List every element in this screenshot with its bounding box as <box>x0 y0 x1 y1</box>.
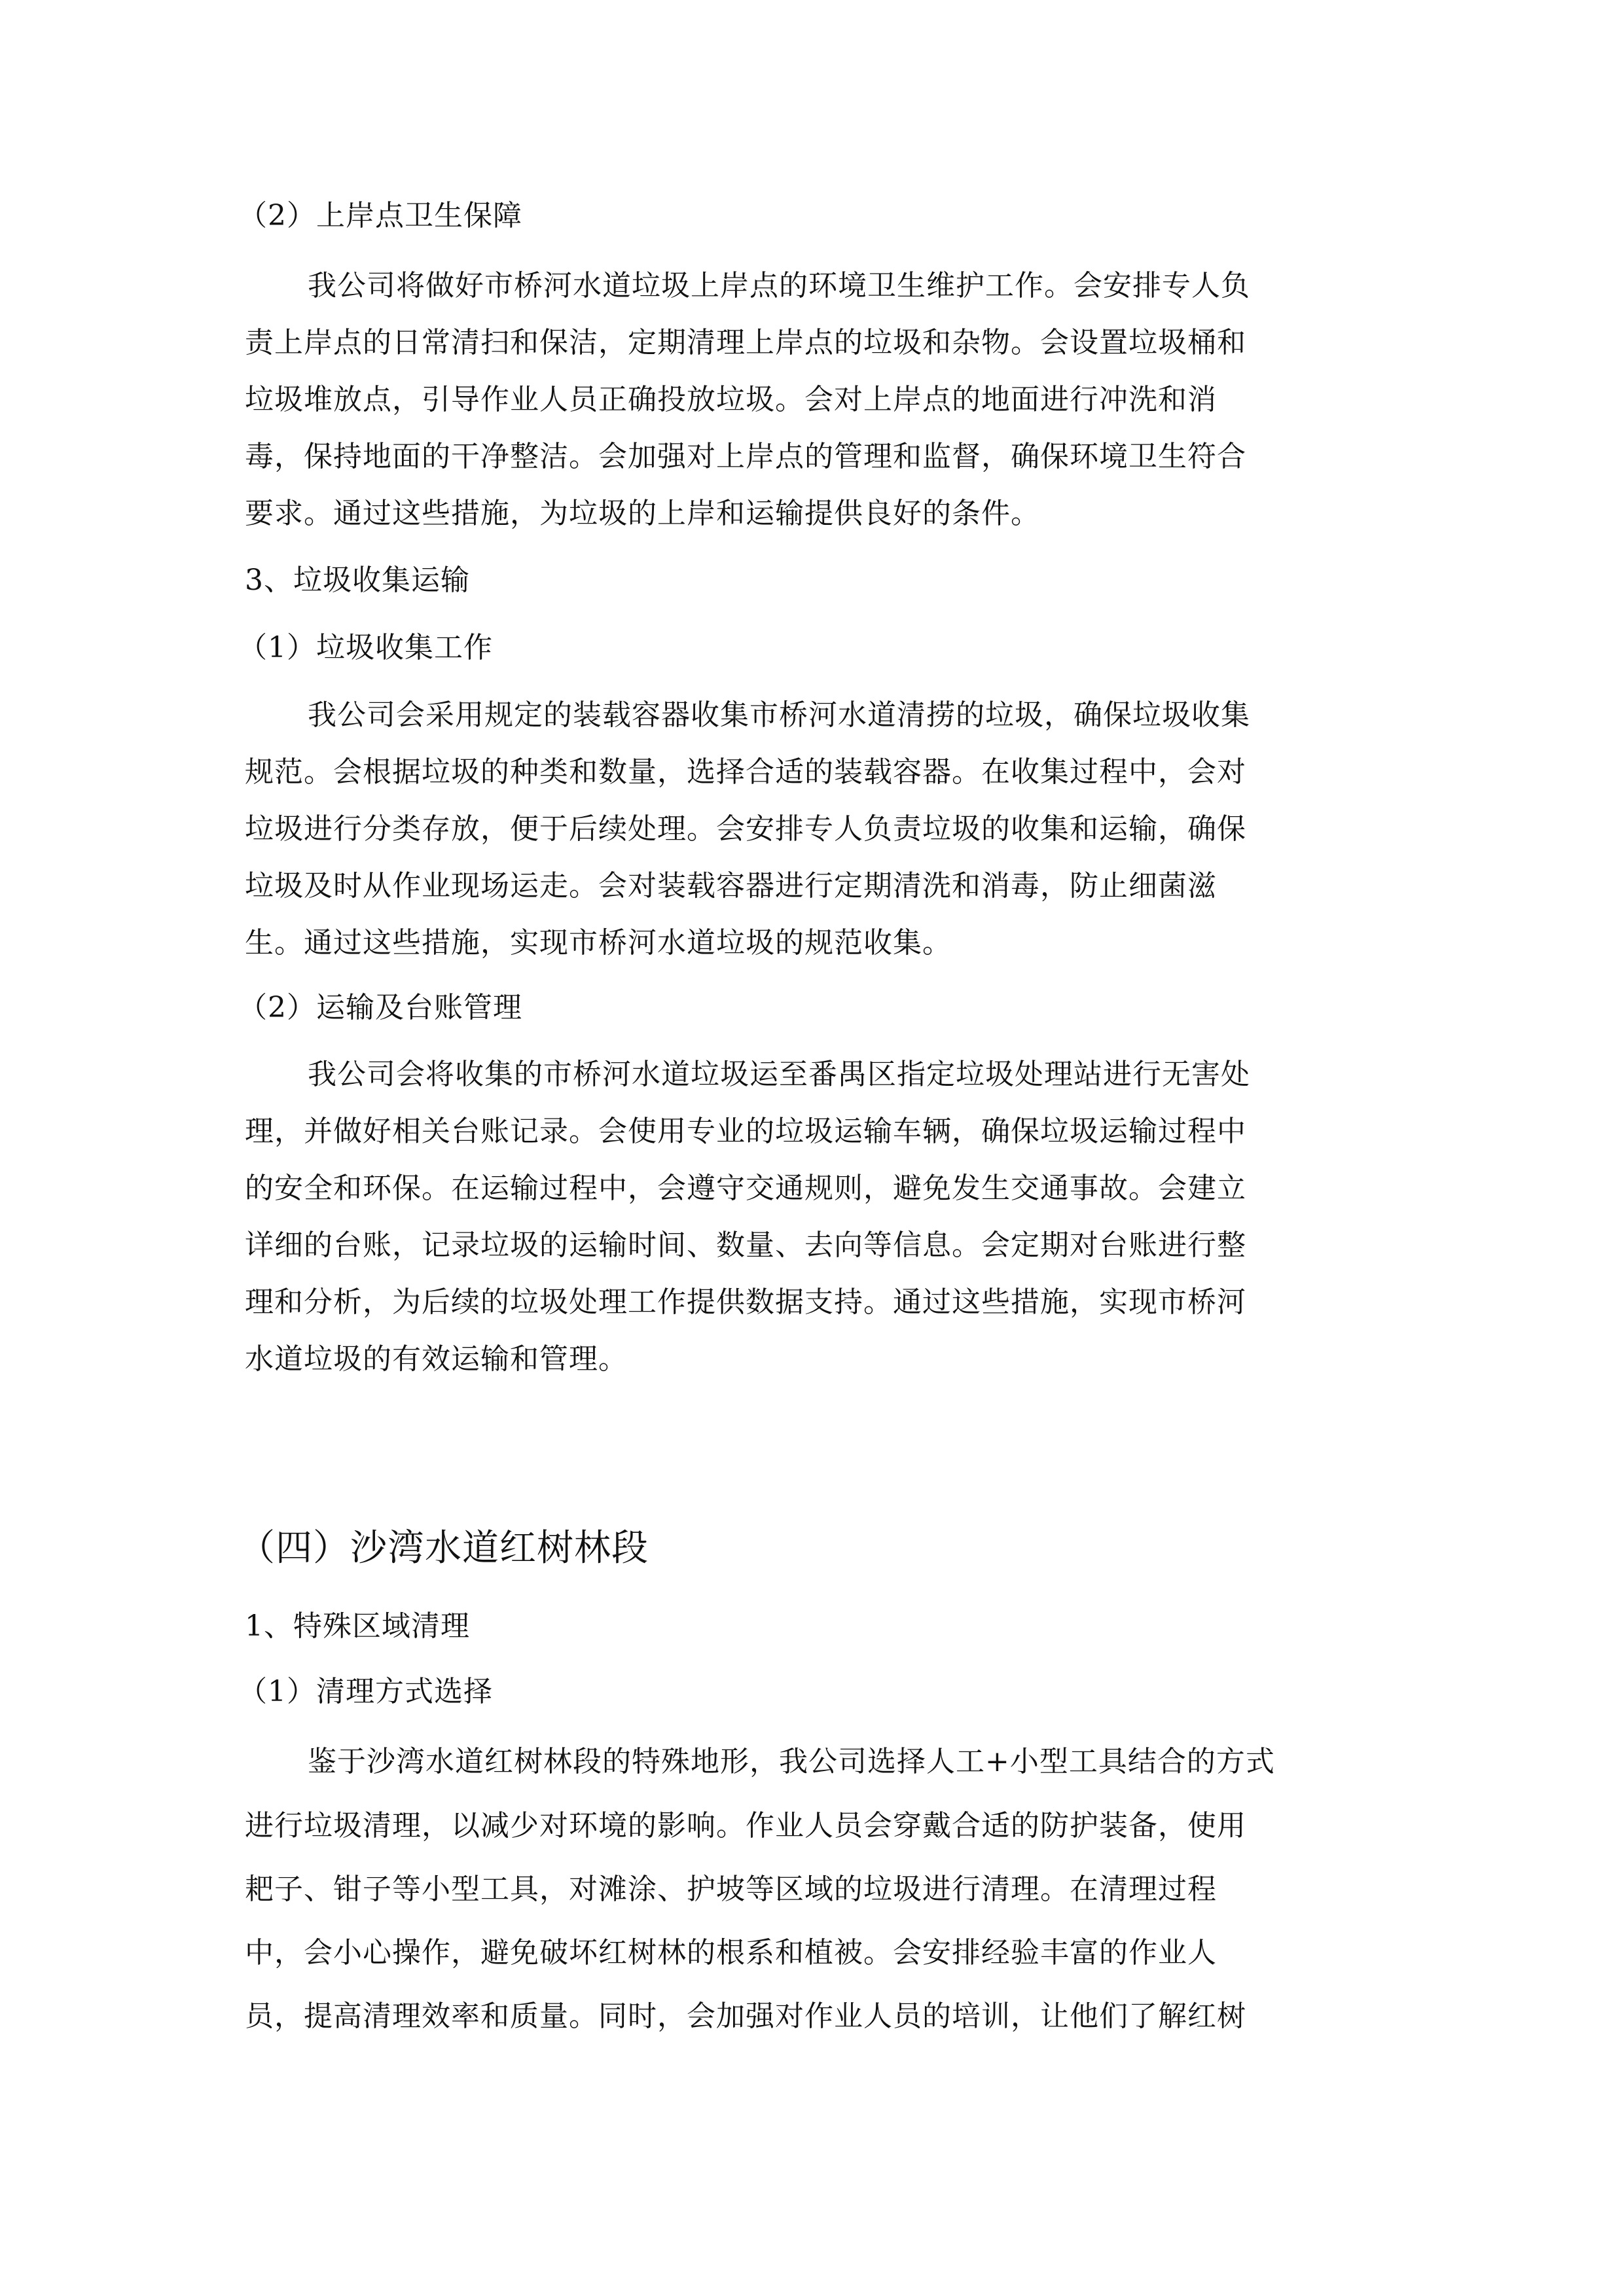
heading-garbage-collection-transport: 3、垃圾收集运输 <box>245 564 470 597</box>
paragraph-line: 的安全和环保。在运输过程中，会遵守交通规则，避免发生交通事故。会建立 <box>245 1172 1246 1205</box>
paragraph-line: 毒，保持地面的干净整洁。会加强对上岸点的管理和监督，确保环境卫生符合 <box>245 440 1246 473</box>
paragraph-line: 我公司将做好市桥河水道垃圾上岸点的环境卫生维护工作。会安排专人负 <box>308 269 1250 302</box>
paragraph-line: 生。通过这些措施，实现市桥河水道垃圾的规范收集。 <box>245 926 952 960</box>
paragraph-line: 员，提高清理效率和质量。同时，会加强对作业人员的培训，让他们了解红树 <box>245 2000 1246 2033</box>
paragraph-line: 要求。通过这些措施，为垃圾的上岸和运输提供良好的条件。 <box>245 497 1040 530</box>
paragraph-line: 中，会小心操作，避免破坏红树林的根系和植被。会安排经验丰富的作业人 <box>245 1936 1217 1969</box>
section-title-shawan-mangrove: （四）沙湾水道红树林段 <box>238 1527 649 1570</box>
paragraph-line: 鉴于沙湾水道红树林段的特殊地形，我公司选择人工+小型工具结合的方式 <box>308 1745 1275 1778</box>
paragraph-line: 理，并做好相关台账记录。会使用专业的垃圾运输车辆，确保垃圾运输过程中 <box>245 1115 1246 1148</box>
paragraph-line: 理和分析，为后续的垃圾处理工作提供数据支持。通过这些措施，实现市桥河 <box>245 1285 1246 1319</box>
paragraph-line: 我公司会将收集的市桥河水道垃圾运至番禺区指定垃圾处理站进行无害处 <box>308 1058 1250 1091</box>
paragraph-line: 进行垃圾清理，以减少对环境的影响。作业人员会穿戴合适的防护装备，使用 <box>245 1809 1246 1842</box>
paragraph-line: 规范。会根据垃圾的种类和数量，选择合适的装载容器。在收集过程中，会对 <box>245 755 1246 789</box>
paragraph-line: 我公司会采用规定的装载容器收集市桥河水道清捞的垃圾，确保垃圾收集 <box>308 698 1250 732</box>
paragraph-line: 耙子、钳子等小型工具，对滩涂、护坡等区域的垃圾进行清理。在清理过程 <box>245 1873 1217 1906</box>
heading-special-area-cleaning: 1、特殊区域清理 <box>245 1609 470 1643</box>
subheading-landing-point-sanitation: （2）上岸点卫生保障 <box>238 199 522 232</box>
paragraph-line: 责上岸点的日常清扫和保洁，定期清理上岸点的垃圾和杂物。会设置垃圾桶和 <box>245 326 1246 359</box>
paragraph-line: 水道垃圾的有效运输和管理。 <box>245 1342 628 1376</box>
paragraph-line: 详细的台账，记录垃圾的运输时间、数量、去向等信息。会定期对台账进行整 <box>245 1229 1246 1262</box>
paragraph-line: 垃圾进行分类存放，便于后续处理。会安排专人负责垃圾的收集和运输，确保 <box>245 812 1246 846</box>
subheading-cleaning-method-selection: （1）清理方式选择 <box>238 1675 493 1708</box>
subheading-garbage-collection-work: （1）垃圾收集工作 <box>238 631 493 664</box>
subheading-transport-ledger-management: （2）运输及台账管理 <box>238 991 522 1024</box>
paragraph-line: 垃圾堆放点，引导作业人员正确投放垃圾。会对上岸点的地面进行冲洗和消 <box>245 383 1217 416</box>
paragraph-line: 垃圾及时从作业现场运走。会对装载容器进行定期清洗和消毒，防止细菌滋 <box>245 869 1217 903</box>
